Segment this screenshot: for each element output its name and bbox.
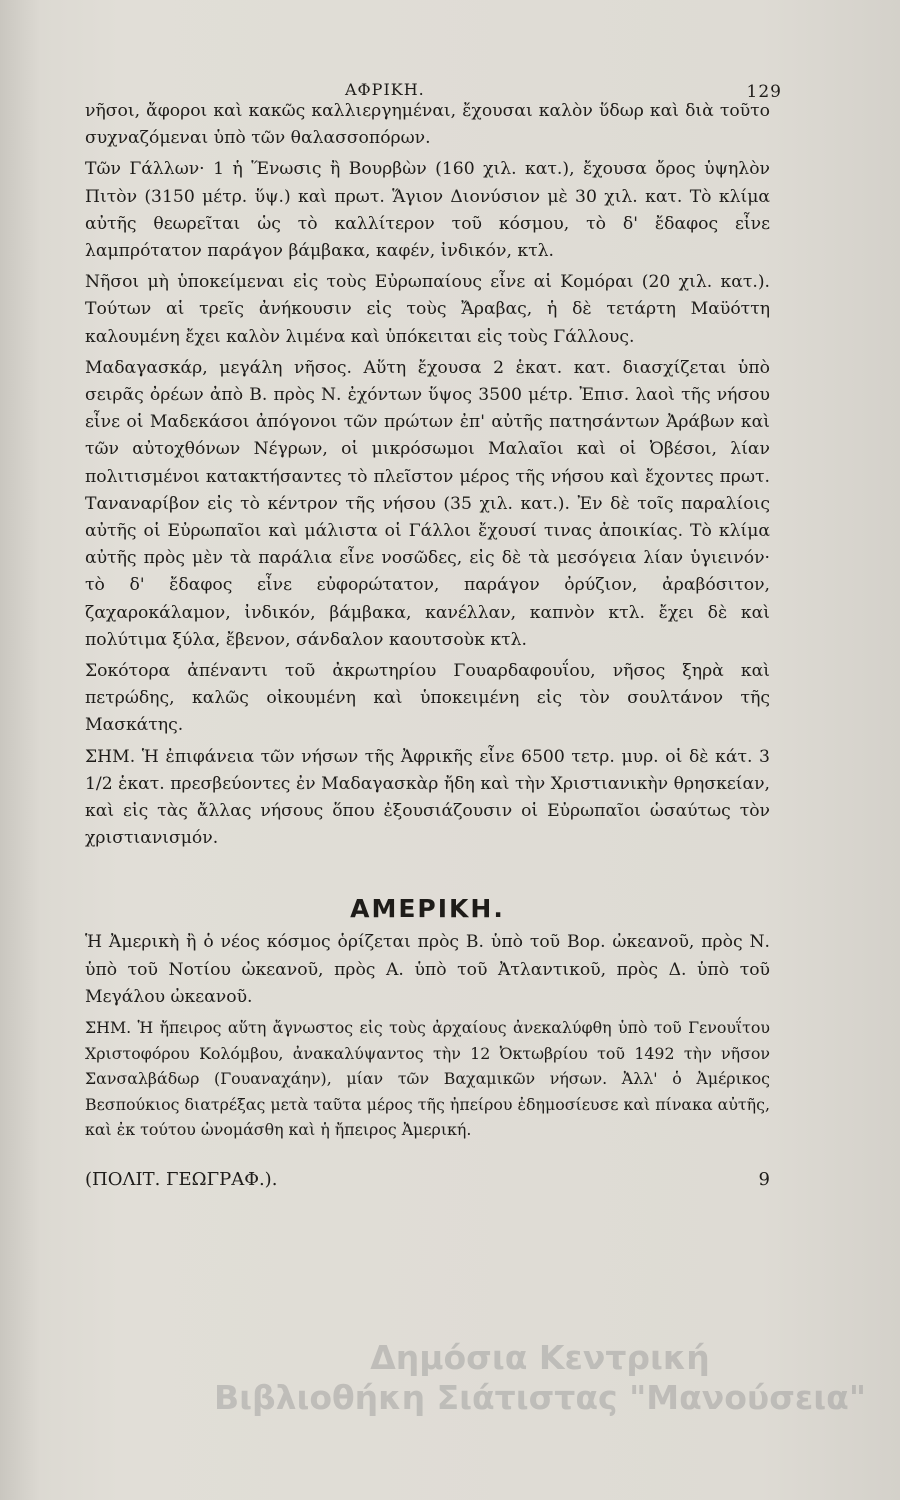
sheet-mark: 9 bbox=[758, 1168, 770, 1190]
footer-signature: (ΠΟΛΙΤ. ΓΕΩΓΡΑΦ.). bbox=[85, 1168, 278, 1190]
paragraph-america-borders: Ἡ Ἀμερικὴ ἢ ὁ νέος κόσμος ὁρίζεται πρὸς Β. ὑπὸ τοῦ Βορ. ὠκεανοῦ, πρὸς Ν. ὑπὸ τοῦ Νοτίου ὠκεανοῦ, πρὸς Α. ὑπὸ τοῦ Ἀτλαντικοῦ, πρὸς Δ. ὑπὸ τοῦ Μεγάλου ὠκεανοῦ. bbox=[85, 932, 770, 1007]
running-head bbox=[85, 70, 782, 102]
paragraph-islands-intro: νῆσοι, ἄφοροι καὶ κακῶς καλλιεργημέναι, ἔχουσαι καλὸν ὕδωρ καὶ διὰ τοῦτο συχναζόμεναι ὑπὸ τῶν θαλασσοπόρων. bbox=[85, 101, 770, 149]
watermark-line-1: Δημόσια Κεντρική bbox=[370, 1338, 710, 1377]
note-block bbox=[85, 1015, 770, 1143]
running-title: ΑΦΡΙΚΗ. bbox=[345, 80, 425, 99]
section-spacer bbox=[85, 852, 770, 894]
paragraph-french-islands: Τῶν Γάλλων· 1 ἡ Ἕνωσις ἢ Βουρβὼν (160 χιλ. κατ.), ἔχουσα ὄρος ὑψηλὸν Πιτὸν (3150 μέτρ. ὕψ.) καὶ πρωτ. Ἅγιον Διονύσιον μὲ 30 χιλ. κατ. Τὸ κλίμα αὐτῆς θεωρεῖται ὡς τὸ καλλίτερον τοῦ κόσμου, τὸ δ' ἔδαφος εἶνε λαμπρότατον παράγον βάμβακα, καφέν, ἰνδικόν, κτλ. bbox=[85, 159, 770, 262]
note-america-discovery: ΣΗΜ. Ἡ ἤπειρος αὕτη ἄγνωστος εἰς τοὺς ἀρχαίους ἀνεκαλύφθη ὑπὸ τοῦ Γενουΐτου Χριστοφόρου Κολόμβου, ἀνακαλύψαντος τὴν 12 Ὀκτωβρίου τοῦ 1492 τὴν νῆσον Σανσαλβάδωρ (Γουαναχάην), μίαν τῶν Βαχαμικῶν νήσων. Ἀλλ' ὁ Ἀμέρικος Βεσπούκιος διατρέξας μετὰ ταῦτα μέρος τῆς ἠπείρου ἐδημοσίευσε καὶ πίνακα αὐτῆς, καὶ ἐκ τούτου ὠνομάσθη καὶ ἡ ἤπειρος Ἀμερική. bbox=[85, 1018, 770, 1140]
note-africa-islands: ΣΗΜ. Ἡ ἐπιφάνεια τῶν νήσων τῆς Ἀφρικῆς εἶνε 6500 τετρ. μυρ. οἱ δὲ κάτ. 3 1/2 ἑκατ. πρεσβεύοντες ἐν Μαδαγασκὰρ ἤδη καὶ τὴν Χριστιανικὴν θρησκείαν, καὶ εἰς τὰς ἄλλας νήσους ὅπου ἐξουσιάζουσιν οἱ Εὐρωπαῖοι ὡσαύτως τὸν χριστιανισμόν. bbox=[85, 746, 770, 849]
paragraph-madagascar: Μαδαγασκάρ, μεγάλη νῆσος. Αὕτη ἔχουσα 2 ἑκατ. κατ. διασχίζεται ὑπὸ σειρᾶς ὀρέων ἀπὸ Β. πρὸς Ν. ἐχόντων ὕψος 3500 μέτρ. Ἐπισ. λαοὶ τῆς νήσου εἶνε οἱ Μαδεκάσοι ἀπόγονοι τῶν πρώτων ἐπ' αὐτῆς πατησάντων Ἀράβων καὶ τῶν αὐτοχθόνων Νέγρων, οἱ μικρόσωμοι Μαλαῖοι καὶ οἱ Ὀβέσοι, λίαν πολιτισμένοι κατακτήσαντες τὸ πλεῖστον μέρος τῆς νήσου καὶ ἔχοντες πρωτ. Ταναναρίβον εἰς τὸ κέντρον τῆς νήσου (35 χιλ. κατ.). Ἐν δὲ τοῖς παραλίοις αὐτῆς οἱ Εὐρωπαῖοι καὶ μάλιστα οἱ Γάλλοι ἔχουσί τινας ἀποικίας. Τὸ κλίμα αὐτῆς πρὸς μὲν τὰ παράλια εἶνε νοσῶδες, εἰς δὲ τὰ μεσόγεια λίαν ὑγιεινόν· τὸ δ' ἔδαφος εἶνε εὐφορώτατον, παράγον ὀρύζιον, ἀραβόσιτον, ζαχαροκάλαμον, ἰνδικόν, βάμβακα, κανέλλαν, καπνὸν κτλ. ἔχει δὲ καὶ πολύτιμα ξύλα, ἔβενον, σάνδαλον καουτσοὺκ κτλ. bbox=[85, 357, 770, 650]
section-heading-america: ΑΜΕΡΙΚΗ. bbox=[350, 894, 505, 924]
africa-section bbox=[85, 98, 770, 852]
paragraph-socotra: Σοκότορα ἀπέναντι τοῦ ἀκρωτηρίου Γουαρδαφουΐου, νῆσος ξηρὰ καὶ πετρώδης, καλῶς οἰκουμένη καὶ ὑποκειμένη εἰς τὸν σουλτάνον τῆς Μασκάτης. bbox=[85, 661, 770, 736]
page-footer bbox=[85, 1169, 770, 1209]
america-section bbox=[85, 894, 770, 1142]
paragraph-comoros: Νῆσοι μὴ ὑποκείμεναι εἰς τοὺς Εὐρωπαίους εἶνε αἱ Κομόραι (20 χιλ. κατ.). Τούτων αἱ τρεῖς ἀνήκουσιν εἰς τοὺς Ἄραβας, ἡ δὲ τετάρτη Μαϋόττη καλουμένη ἔχει καλὸν λιμένα καὶ ὑπόκειται εἰς τοὺς Γάλλους. bbox=[85, 272, 770, 347]
page-number: 129 bbox=[746, 82, 782, 102]
watermark-line-2: Βιβλιοθήκη Σιάτιστας "Μανούσεια" bbox=[213, 1378, 867, 1417]
library-watermark bbox=[200, 1338, 880, 1418]
